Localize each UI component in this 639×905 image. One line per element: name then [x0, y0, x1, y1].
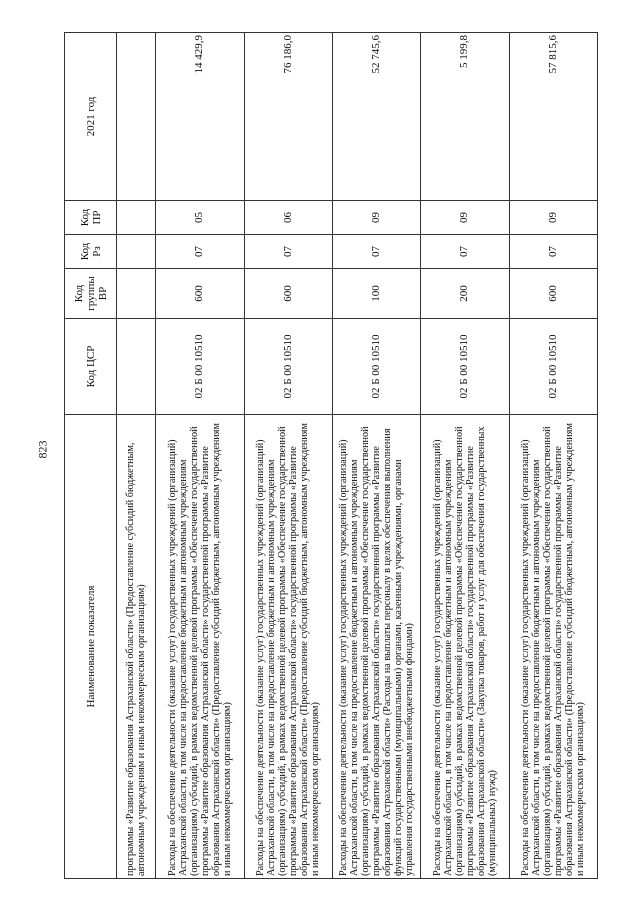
- row-amount: 52 745,6: [332, 33, 420, 201]
- header-rz: Код Рз: [65, 235, 117, 269]
- row-name: Расходы на обеспечение деятельности (оказание услуг) государственных учреждений (организаций) Астраханской области, в том числе на предоставление бюджетным и автономным учреждениям (организациям) субсидий, в рамках ведомственной целевой программы «Обеспечение государственной программы «Развитие образования Астраханской области» государственной программы «Развитие образования Астраханской области» (Предоставление субсидий бюджетным, автономным учреждениям и иным некоммерческим организациям): [244, 415, 332, 879]
- rotated-page-content: [64, 33, 598, 879]
- table-row: [117, 33, 156, 879]
- header-vr: Код группы ВР: [65, 269, 117, 319]
- row-rz: 07: [156, 235, 244, 269]
- row-vr: [117, 269, 156, 319]
- row-vr: 600: [509, 269, 597, 319]
- table-row: [332, 33, 420, 879]
- row-rz: 07: [421, 235, 509, 269]
- row-pr: [117, 201, 156, 235]
- header-pr: Код ПР: [65, 201, 117, 235]
- table-row: [421, 33, 509, 879]
- row-amount: 5 199,8: [421, 33, 509, 201]
- row-vr: 600: [244, 269, 332, 319]
- row-pr: 05: [156, 201, 244, 235]
- table-header-row: [65, 33, 117, 879]
- row-csr: 02 Б 00 10510: [156, 319, 244, 415]
- row-rz: 07: [332, 235, 420, 269]
- budget-table: [64, 32, 598, 879]
- row-rz: 07: [509, 235, 597, 269]
- table-row: [509, 33, 597, 879]
- row-amount: [117, 33, 156, 201]
- row-name: Расходы на обеспечение деятельности (оказание услуг) государственных учреждений (организаций) Астраханской области, в том числе на предоставление бюджетным и автономным учреждениям (организациям) субсидий, в рамках ведомственной целевой программы «Обеспечение государственной программы «Развитие образования Астраханской области» государственной программы «Развитие образования Астраханской области» (Предоставление субсидий бюджетным, автономным учреждениям и иным некоммерческим организациям): [156, 415, 244, 879]
- row-pr: 09: [332, 201, 420, 235]
- table-row: [156, 33, 244, 879]
- row-name: Расходы на обеспечение деятельности (оказание услуг) государственных учреждений (организаций) Астраханской области, в том числе на предоставление бюджетным и автономным учреждениям (организациям) субсидий, в рамках ведомственной целевой программы «Обеспечение государственной программы «Развитие образования Астраханской области» государственной программы «Развитие образования Астраханской области» (Расходы на выплаты персоналу в целях обеспечения выполнения функций государственными (муниципальными) органами, казенными учреждениями, органами управления государственными внебюджетными фондами): [332, 415, 420, 879]
- row-csr: [117, 319, 156, 415]
- row-csr: 02 Б 00 10510: [244, 319, 332, 415]
- row-pr: 09: [421, 201, 509, 235]
- row-vr: 600: [156, 269, 244, 319]
- row-pr: 06: [244, 201, 332, 235]
- page-number: 823: [35, 440, 50, 459]
- table-row: [244, 33, 332, 879]
- row-csr: 02 Б 00 10510: [332, 319, 420, 415]
- row-name: программы «Развитие образования Астраханской области» (Предоставление субсидий бюджетным, автономным учреждениям и иным некоммерческим организациям): [117, 415, 156, 879]
- row-amount: 14 429,9: [156, 33, 244, 201]
- row-csr: 02 Б 00 10510: [509, 319, 597, 415]
- header-year: 2021 год: [65, 33, 117, 201]
- row-pr: 09: [509, 201, 597, 235]
- row-rz: [117, 235, 156, 269]
- row-amount: 57 815,6: [509, 33, 597, 201]
- row-name: Расходы на обеспечение деятельности (оказание услуг) государственных учреждений (организаций) Астраханской области, в том числе на предоставление бюджетным и автономным учреждениям (организациям) субсидий, в рамках ведомственной целевой программы «Обеспечение государственной программы «Развитие образования Астраханской области» государственной программы «Развитие образования Астраханской области» (Предоставление субсидий бюджетным, автономным учреждениям и иным некоммерческим организациям): [509, 415, 597, 879]
- header-name: Наименование показателя: [65, 415, 117, 879]
- row-name: Расходы на обеспечение деятельности (оказание услуг) государственных учреждений (организаций) Астраханской области, в том числе на предоставление бюджетным и автономным учреждениям (организациям) субсидий, в рамках ведомственной целевой программы «Обеспечение государственной программы «Развитие образования Астраханской области» государственной программы «Развитие образования Астраханской области» (Закупка товаров, работ и услуг для обеспечения государственных (муниципальных) нужд): [421, 415, 509, 879]
- row-vr: 200: [421, 269, 509, 319]
- header-csr: Код ЦСР: [65, 319, 117, 415]
- row-csr: 02 Б 00 10510: [421, 319, 509, 415]
- row-rz: 07: [244, 235, 332, 269]
- row-vr: 100: [332, 269, 420, 319]
- row-amount: 76 186,0: [244, 33, 332, 201]
